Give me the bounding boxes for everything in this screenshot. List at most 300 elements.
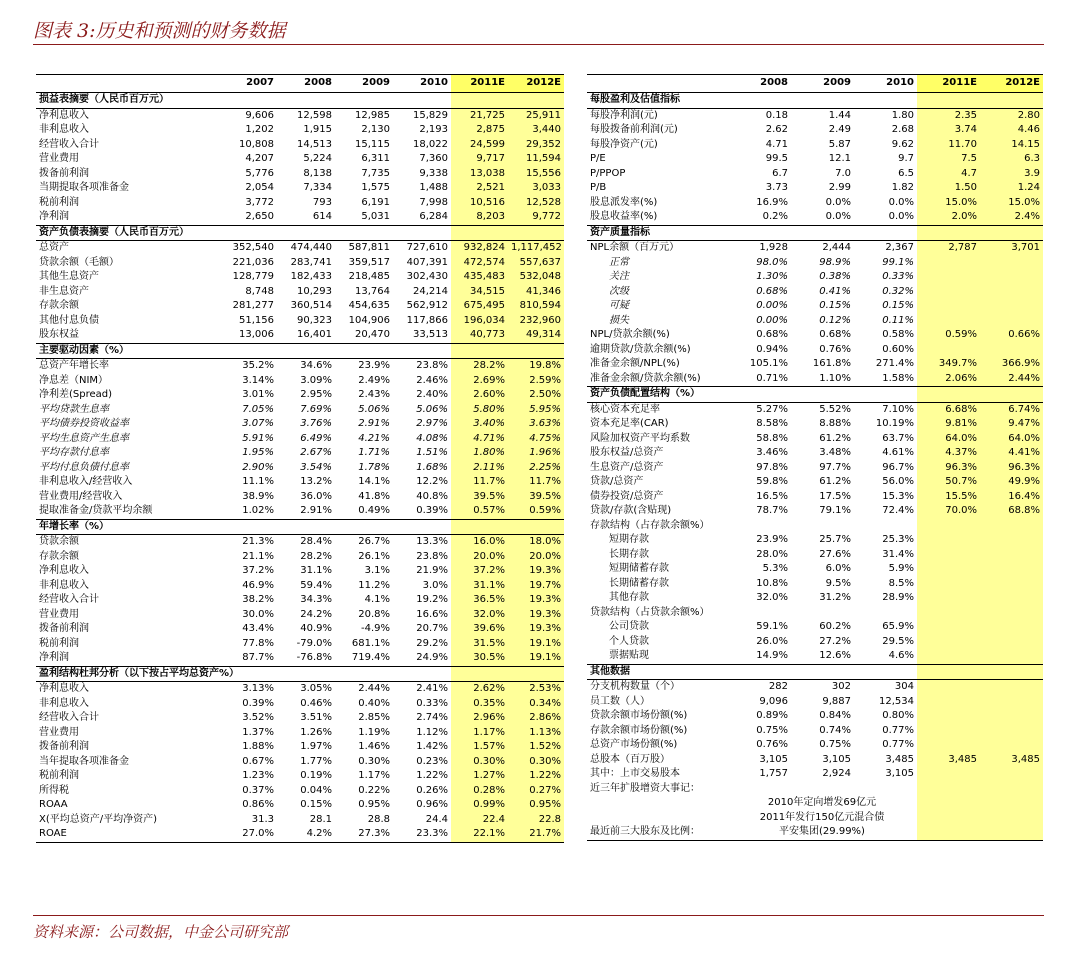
cell-value: [980, 620, 1043, 635]
cell-value: 27.3%: [335, 827, 393, 842]
cell-value: 587,811: [348, 242, 390, 253]
cell-value: 4.7: [917, 167, 980, 182]
cell-value: 35.2%: [242, 360, 274, 371]
row-label: 核心资本充足率: [590, 403, 660, 415]
cell-value: 1.24: [980, 181, 1043, 196]
cell-value: 33,513: [413, 329, 448, 340]
cell-value: 2.74%: [416, 712, 448, 723]
cell-value: 0.22%: [358, 784, 390, 796]
cell-value: [980, 767, 1043, 782]
cell-value: 27.0%: [219, 827, 277, 842]
cell-value: 3.0%: [422, 579, 448, 591]
table-row: [36, 108, 564, 123]
cell-value: 20.7%: [416, 623, 448, 634]
cell-value: [917, 519, 980, 534]
cell-value: 0.15%: [819, 300, 851, 311]
table-row: [587, 402, 1043, 417]
cell-value: 6.74%: [980, 402, 1043, 417]
table-row: [36, 504, 564, 519]
cell-value: 360,514: [290, 300, 332, 311]
table-row: [587, 299, 1043, 314]
table-header-row: [36, 75, 564, 93]
table-row: [36, 622, 564, 637]
cell-value: 2,130: [361, 124, 390, 135]
table-row: [587, 680, 1043, 695]
cell-value: 0.60%: [882, 343, 914, 355]
cell-value: 1.52%: [508, 740, 564, 755]
table-row: [36, 564, 564, 579]
cell-value: 19.3%: [508, 608, 564, 623]
row-label: 短期储蓄存款: [609, 563, 669, 574]
cell-value: [917, 664, 980, 680]
cell-value: 2,787: [917, 241, 980, 256]
table-row: [36, 813, 564, 828]
table-row: [36, 314, 564, 329]
note-hl: [917, 811, 980, 826]
cell-value: [854, 664, 917, 680]
cell-value: [917, 533, 980, 548]
cell-value: 4.75%: [508, 432, 564, 447]
cell-value: 719.4%: [351, 652, 390, 663]
row-label: 净利息收入: [39, 565, 89, 576]
cell-value: 16.4%: [980, 490, 1043, 505]
cell-value: 0.86%: [242, 799, 274, 810]
cell-value: [727, 93, 791, 109]
cell-value: 2.68: [891, 124, 914, 135]
table-row: [587, 738, 1043, 753]
cell-value: 1.19%: [358, 726, 390, 738]
cell-value: 19.3%: [508, 622, 564, 637]
table-row: [587, 504, 1043, 519]
row-label: 其他存款: [609, 592, 649, 603]
cell-value: 0.84%: [819, 710, 851, 721]
cell-value: 2.95%: [300, 389, 332, 400]
cell-value: 9,096: [759, 695, 788, 707]
cell-value: 0.67%: [242, 755, 274, 767]
cell-value: 32.0%: [756, 592, 788, 603]
row-label: 股东权益: [39, 329, 79, 340]
cell-value: 1.95%: [242, 447, 274, 458]
cell-value: 435,483: [451, 270, 508, 285]
cell-value: 11.7%: [508, 475, 564, 490]
cell-value: [980, 606, 1043, 621]
cell-value: 3.54%: [300, 461, 332, 473]
cell-value: 2.11%: [451, 461, 508, 476]
row-label: 资产负债表摘要（人民币百万元）: [36, 225, 219, 241]
cell-value: [335, 343, 393, 359]
cell-value: 23.8%: [416, 360, 448, 371]
row-label: 贷款结构（占贷款余额%）: [590, 606, 710, 618]
cell-value: 40.8%: [416, 490, 448, 502]
cell-value: 7,998: [419, 196, 448, 208]
cell-value: 96.3%: [917, 461, 980, 476]
cell-value: [917, 767, 980, 782]
row-label: 债券投资/总资产: [590, 490, 664, 502]
cell-value: 15,556: [508, 167, 564, 182]
cell-value: 727,610: [406, 242, 448, 253]
cell-value: 3.48%: [819, 447, 851, 458]
table-header-row: [587, 75, 1043, 93]
cell-value: [854, 93, 917, 109]
year-header: 2012E: [508, 75, 564, 93]
row-label: 营业费用: [39, 153, 79, 164]
row-label: 公司贷款: [609, 621, 649, 632]
cell-value: 40.9%: [300, 623, 332, 634]
section-header-row: [587, 664, 1043, 680]
cell-value: 59.8%: [756, 476, 788, 487]
cell-value: 0.75%: [756, 724, 788, 736]
cell-value: 0.39%: [242, 697, 274, 709]
header-blank: [587, 75, 727, 93]
cell-value: 16.6%: [416, 608, 448, 620]
cell-value: 43.4%: [242, 623, 274, 634]
cell-value: 9,606: [245, 109, 274, 121]
cell-value: 6.7: [772, 167, 788, 179]
row-label: 净利息收入: [39, 683, 89, 694]
cell-value: 0.58%: [882, 329, 914, 340]
row-label: 存款余额: [39, 300, 79, 311]
table-row: [36, 651, 564, 666]
cell-value: 105.1%: [749, 358, 788, 369]
cell-value: [917, 548, 980, 563]
cell-value: 10.19%: [875, 418, 914, 429]
table-row: [587, 606, 1043, 621]
cell-value: 18,022: [413, 138, 448, 150]
table-row: [587, 446, 1043, 461]
table-row: [36, 461, 564, 476]
table-row: [587, 328, 1043, 343]
row-label: 营业费用/经营收入: [39, 490, 123, 502]
section-header-row: [587, 387, 1043, 403]
row-label: 平均生息资产生息率: [39, 432, 129, 444]
row-label: NPL余额（百万元）: [590, 242, 680, 253]
cell-value: 7,334: [303, 182, 332, 193]
cell-value: 19.1%: [508, 651, 564, 666]
table-row: [587, 767, 1043, 782]
cell-value: 1.77%: [300, 755, 332, 767]
row-label: 风险加权资产平均系数: [590, 432, 690, 444]
cell-value: 2.50%: [508, 388, 564, 403]
row-label: 资产负债配置结构（%）: [587, 387, 727, 403]
cell-value: [508, 93, 564, 109]
cell-value: [917, 606, 980, 621]
cell-value: 12,598: [297, 109, 332, 121]
cell-value: 0.89%: [756, 710, 788, 721]
table-row: [36, 210, 564, 225]
cell-value: 61.2%: [819, 432, 851, 444]
cell-value: 4.21%: [358, 432, 390, 444]
cell-value: [980, 387, 1043, 403]
cell-value: 34.3%: [300, 594, 332, 605]
row-label: 经营收入合计: [39, 712, 99, 723]
table-row: [36, 608, 564, 623]
cell-value: [277, 666, 335, 682]
cell-value: 27.2%: [819, 635, 851, 647]
cell-value: 25.7%: [819, 534, 851, 545]
row-label: 存款余额: [39, 550, 79, 562]
cell-value: [791, 387, 854, 403]
row-label: 净利润: [39, 652, 69, 663]
cell-value: 2.86%: [508, 711, 564, 726]
cell-value: 0.57%: [451, 504, 508, 519]
table-row: [36, 593, 564, 608]
cell-value: 28.0%: [756, 548, 788, 560]
cell-value: [727, 606, 791, 621]
cell-value: 0.46%: [300, 697, 332, 709]
cell-value: 0.28%: [451, 784, 508, 799]
table-row: [36, 374, 564, 389]
cell-value: 2.43%: [358, 389, 390, 400]
cell-value: [917, 620, 980, 635]
cell-value: 96.7%: [882, 461, 914, 473]
cell-value: 2.4%: [980, 210, 1043, 225]
row-label: 生息资产/总资产: [590, 461, 664, 473]
table-row: [587, 591, 1043, 606]
cell-value: 59.4%: [300, 579, 332, 591]
cell-value: 9,887: [822, 695, 851, 707]
cell-value: 15,115: [355, 138, 390, 150]
cell-value: 4.6%: [888, 650, 914, 661]
table-row: [36, 798, 564, 813]
table-row: [36, 388, 564, 403]
row-label: 存款结构（占存款余额%）: [590, 519, 710, 531]
cell-value: 104,906: [348, 314, 390, 326]
row-label: 税前利润: [39, 196, 79, 208]
note-row: [587, 796, 1043, 811]
cell-value: [917, 285, 980, 300]
cell-value: 31.1%: [451, 579, 508, 594]
cell-value: [917, 225, 980, 241]
cell-value: [917, 709, 980, 724]
cell-value: 7.5: [917, 152, 980, 167]
cell-value: 0.30%: [508, 755, 564, 770]
cell-value: 3.1%: [364, 565, 390, 576]
cell-value: 32.0%: [451, 608, 508, 623]
cell-value: 16.0%: [451, 535, 508, 550]
row-label: 损失: [609, 314, 629, 326]
cell-value: [219, 343, 277, 359]
cell-value: [980, 548, 1043, 563]
cell-value: 98.0%: [756, 256, 788, 268]
cell-value: [335, 519, 393, 535]
cell-value: 0.32%: [882, 285, 914, 297]
row-label: 非利息收入: [39, 124, 89, 135]
table-row: [587, 196, 1043, 211]
table-row: [36, 359, 564, 374]
cell-value: 0.95%: [508, 798, 564, 813]
row-label: 提取准备金/贷款平均余额: [39, 505, 153, 516]
table-row: [36, 535, 564, 550]
row-label: 长期存款: [609, 548, 649, 560]
row-label: ROAA: [39, 799, 68, 810]
cell-value: 2,650: [245, 211, 274, 222]
note-value: 2011年发行150亿元混合债: [759, 811, 885, 823]
cell-value: [393, 343, 451, 359]
cell-value: 2.96%: [451, 711, 508, 726]
cell-value: 6,191: [361, 196, 390, 208]
cell-value: 2.99: [828, 182, 851, 193]
cell-value: 117,866: [406, 314, 448, 326]
table-row: [587, 724, 1043, 739]
cell-value: 0.68%: [819, 329, 851, 340]
table-row: [36, 475, 564, 490]
cell-value: 1.42%: [416, 741, 448, 752]
cell-value: 1.50: [917, 181, 980, 196]
cell-value: 7.0: [835, 167, 851, 179]
cell-value: 3,105: [822, 753, 851, 765]
cell-value: 24.9%: [416, 652, 448, 663]
cell-value: 407,391: [406, 256, 448, 268]
cell-value: 50.7%: [917, 475, 980, 490]
cell-value: 3.09%: [300, 374, 332, 386]
cell-value: 28.9%: [882, 592, 914, 603]
year-header: 2011E: [917, 75, 980, 93]
table-row: [36, 755, 564, 770]
cell-value: 29.2%: [416, 637, 448, 649]
cell-value: 1.78%: [358, 461, 390, 473]
cell-value: 10,293: [297, 285, 332, 297]
cell-value: 87.7%: [242, 652, 274, 663]
source-note: 资料来源：公司数据，中金公司研究部: [33, 923, 289, 941]
cell-value: 58.8%: [756, 432, 788, 444]
table-row: [587, 649, 1043, 664]
cell-value: 0.33%: [416, 697, 448, 709]
cell-value: 1.02%: [242, 505, 274, 516]
cell-value: 3.14%: [242, 374, 274, 386]
note-label: [587, 811, 727, 826]
table-row: [587, 343, 1043, 358]
cell-value: 0.77%: [882, 724, 914, 736]
table-row: [587, 256, 1043, 271]
cell-value: 36.0%: [300, 490, 332, 502]
row-label: 贷款余额市场份额(%): [590, 710, 688, 721]
cell-value: 97.8%: [756, 461, 788, 473]
cell-value: 3,105: [885, 768, 914, 779]
table-row: [587, 548, 1043, 563]
cell-value: 13,764: [355, 285, 390, 297]
note-row: [587, 825, 1043, 840]
table-row: [36, 711, 564, 726]
cell-value: [508, 225, 564, 241]
cell-value: [219, 519, 277, 535]
row-label: 关注: [609, 271, 629, 282]
cell-value: 3,772: [245, 196, 274, 208]
cell-value: 0.75%: [819, 739, 851, 750]
cell-value: [727, 387, 791, 403]
table-row: [36, 682, 564, 697]
row-label: 存款余额市场份额(%): [590, 724, 688, 736]
cell-value: 0.41%: [819, 285, 851, 297]
cell-value: [393, 93, 451, 109]
cell-value: 12.1: [828, 153, 851, 164]
cell-value: [980, 680, 1043, 695]
cell-value: 196,034: [451, 314, 508, 329]
row-label: 所得税: [39, 784, 69, 796]
cell-value: 10,516: [451, 196, 508, 211]
cell-value: 2.49: [828, 124, 851, 135]
row-label: 经营收入合计: [39, 138, 99, 150]
row-label: 分支机构数量（个）: [590, 681, 680, 692]
row-label: 经营收入合计: [39, 594, 99, 605]
cell-value: 3.73: [765, 182, 788, 193]
row-label: 拨备前利润: [39, 167, 89, 179]
row-label: 个人贷款: [609, 635, 649, 647]
cell-value: [917, 343, 980, 358]
cell-value: 28.1: [309, 813, 332, 825]
cell-value: 30.5%: [451, 651, 508, 666]
cell-value: 20,470: [355, 329, 390, 340]
row-label: 可疑: [609, 300, 629, 311]
cell-value: [980, 225, 1043, 241]
cell-value: 366.9%: [980, 357, 1043, 372]
year-header: 2011E: [451, 75, 508, 93]
table-row: [587, 753, 1043, 768]
table-row: [587, 241, 1043, 256]
cell-value: 221,036: [232, 256, 274, 268]
cell-value: 302,430: [406, 271, 448, 282]
cell-value: 12.2%: [416, 476, 448, 487]
cell-value: 16.5%: [756, 490, 788, 502]
cell-value: [277, 93, 335, 109]
cell-value: 161.8%: [812, 358, 851, 369]
table-row: [587, 709, 1043, 724]
cell-value: 79.1%: [819, 505, 851, 516]
year-header: 2010: [854, 75, 917, 93]
table-row: [36, 152, 564, 167]
cell-value: 2.91%: [300, 505, 332, 516]
cell-value: 1.57%: [451, 740, 508, 755]
cell-value: 8,748: [245, 285, 274, 297]
row-label: P/E: [590, 153, 606, 164]
cell-value: 2.35: [917, 108, 980, 123]
cell-value: 182,433: [290, 271, 332, 282]
cell-value: [393, 225, 451, 241]
cell-value: 34,515: [451, 285, 508, 300]
figure-title: 图表 3:历史和预测的财务数据: [33, 20, 286, 42]
row-label: 每股净利润(元): [590, 109, 658, 121]
cell-value: 1.30%: [756, 271, 788, 282]
cell-value: [980, 299, 1043, 314]
table-row: [36, 550, 564, 565]
cell-value: 5.06%: [416, 403, 448, 415]
cell-value: 3.13%: [242, 683, 274, 694]
cell-value: 36.5%: [451, 593, 508, 608]
row-label: 营业费用: [39, 726, 79, 738]
cell-value: 49.9%: [980, 475, 1043, 490]
cell-value: 9,338: [419, 167, 448, 179]
cell-value: 23.9%: [756, 534, 788, 545]
cell-value: 27.6%: [819, 548, 851, 560]
cell-value: 22.8: [508, 813, 564, 828]
cell-value: 1.58%: [882, 372, 914, 384]
cell-value: 30.0%: [242, 608, 274, 620]
row-label: 年增长率（%）: [36, 519, 219, 535]
cell-value: [219, 225, 277, 241]
row-label: 其他生息资产: [39, 271, 99, 282]
cell-value: 10,808: [239, 138, 274, 150]
cell-value: 24,214: [413, 285, 448, 297]
cell-value: 472,574: [451, 256, 508, 271]
cell-value: 1.51%: [416, 447, 448, 458]
cell-value: 2.67%: [300, 447, 332, 458]
cell-value: 12,534: [879, 695, 914, 707]
cell-value: [727, 664, 791, 680]
cell-value: [791, 93, 854, 109]
row-label: 非利息收入: [39, 579, 89, 591]
cell-value: 5,031: [361, 211, 390, 222]
cell-value: 2,521: [451, 181, 508, 196]
cell-value: 0.49%: [358, 505, 390, 516]
